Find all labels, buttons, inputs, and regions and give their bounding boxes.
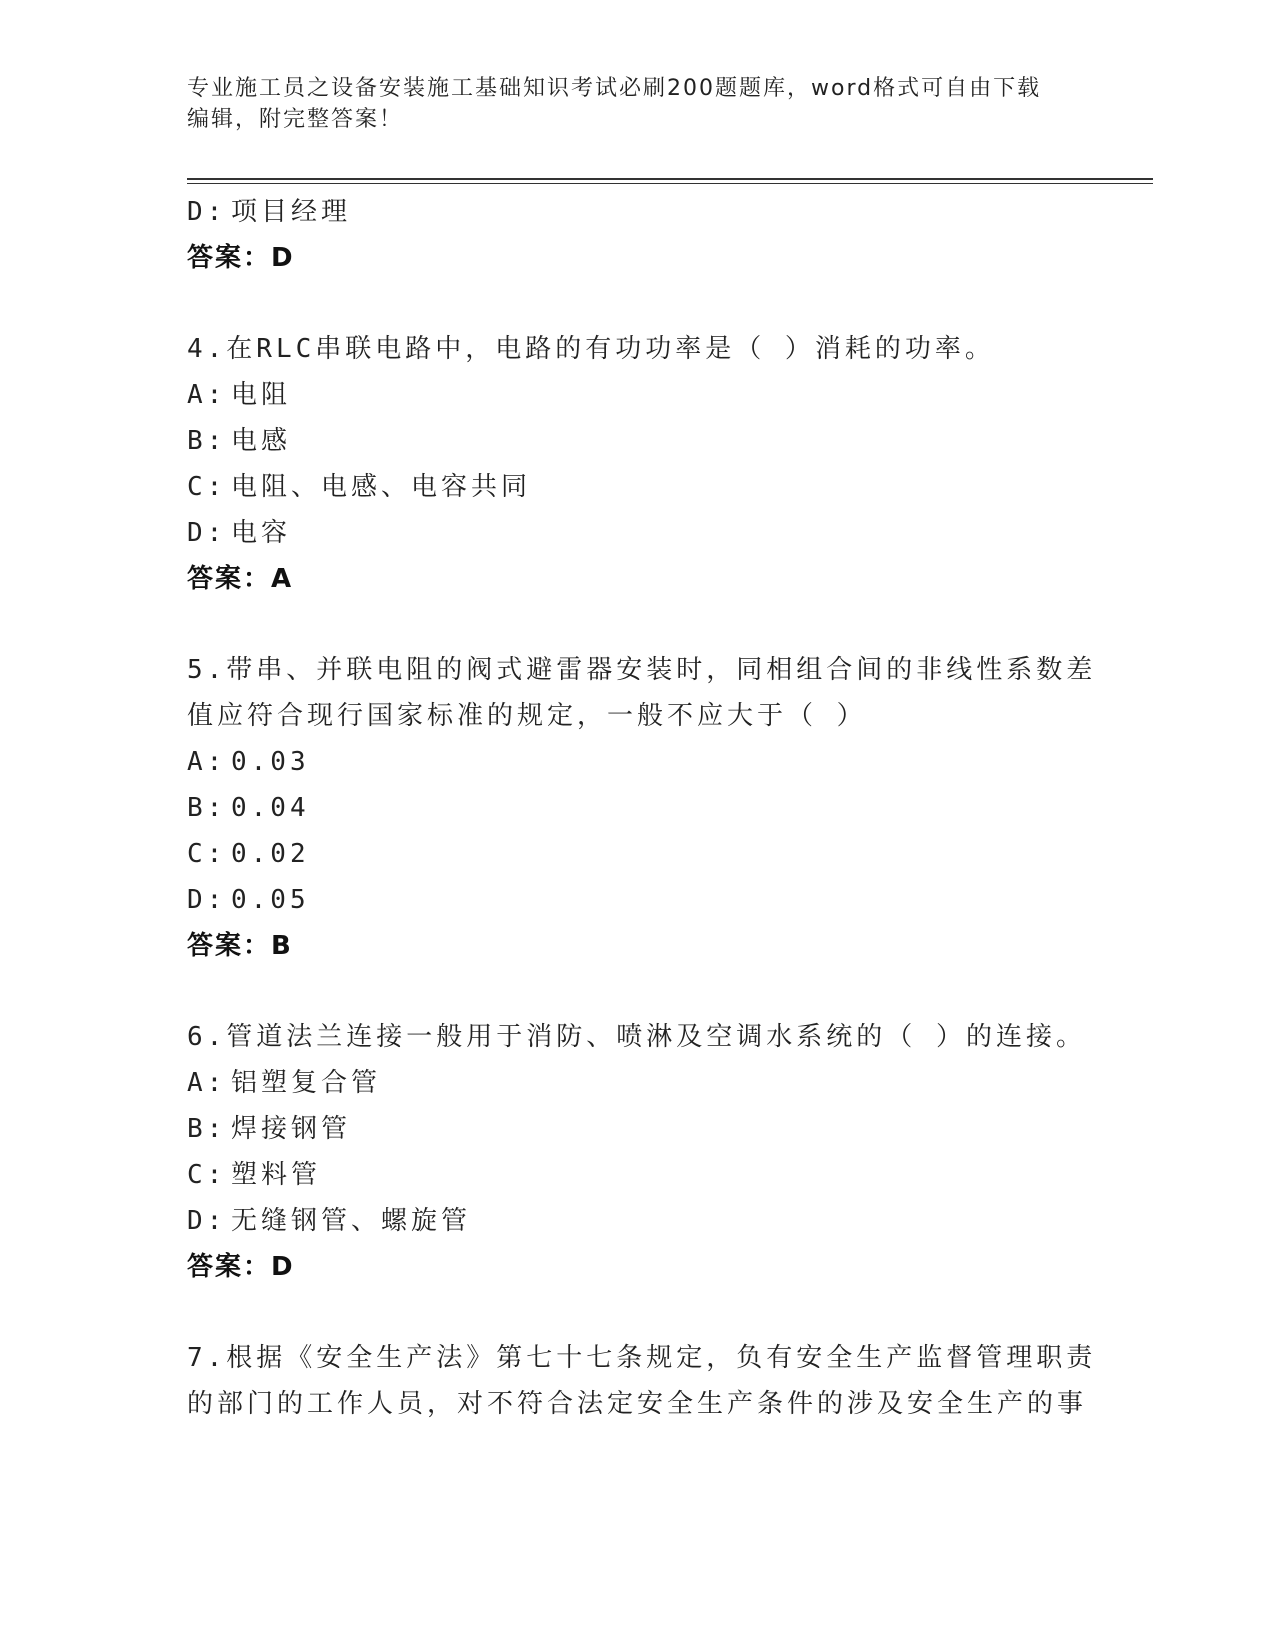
option-b [187,1106,1067,1152]
answer-line [187,556,1067,602]
option-d [187,877,1067,923]
question-block [187,647,1097,969]
option-text: 0.05 [231,885,310,915]
answer-line [187,1244,1067,1290]
answer-value: D [271,1252,295,1282]
option-key: A: [187,747,227,777]
option-key: D: [187,885,227,915]
option-text: 无缝钢管、螺旋管 [231,1206,472,1236]
answer-line [187,235,1067,281]
question-block [187,1335,1097,1427]
option-key: B: [187,1114,227,1144]
question-text: 5.带串、并联电阻的阀式避雷器安装时，同相组合间的非线性系数差 [187,655,1097,685]
option-text: 电阻、电感、电容共同 [231,472,532,502]
option-c [187,1152,1067,1198]
question-text: 6.管道法兰连接一般用于消防、喷淋及空调水系统的（ ）的连接。 [187,1022,1086,1052]
answer-label: 答案： [187,1252,272,1282]
header-line-1: 专业施工员之设备安装施工基础知识考试必刷200题题库，word格式可自由下载 [187,76,1042,101]
option-text: 电阻 [231,380,292,410]
spacer [187,281,1067,326]
answer-value: B [271,931,293,961]
spacer [187,602,1067,647]
question-text: 值应符合现行国家标准的规定，一般不应大于（ ） [187,701,867,731]
option-text: 电容 [231,518,292,548]
spacer [187,969,1067,1014]
document-body [187,189,1097,1427]
option-text: 电感 [231,426,292,456]
option-key: A: [187,380,227,410]
answer-value: D [271,243,295,273]
answer-line [187,923,1067,969]
question-block [187,326,1067,602]
option-key: D: [187,197,227,227]
question-text: 7.根据《安全生产法》第七十七条规定，负有安全生产监督管理职责 [187,1343,1097,1373]
option-key: C: [187,472,227,502]
question-text: 4.在RLC串联电路中，电路的有功功率是（ ）消耗的功率。 [187,334,995,364]
option-text: 焊接钢管 [231,1114,352,1144]
option-d [187,189,1067,235]
option-key: C: [187,1160,227,1190]
option-a [187,739,1067,785]
header-rule-thick [187,178,1153,180]
option-key: B: [187,426,227,456]
option-key: D: [187,518,227,548]
answer-label: 答案： [187,931,272,961]
answer-value: A [271,564,294,594]
option-text: 项目经理 [231,197,352,227]
option-d [187,1198,1067,1244]
answer-label: 答案： [187,243,272,273]
option-key: B: [187,793,227,823]
answer-label: 答案： [187,564,272,594]
option-d [187,510,1067,556]
option-b [187,418,1067,464]
option-key: D: [187,1206,227,1236]
option-text: 塑料管 [231,1160,322,1190]
question-block [187,1014,1086,1290]
option-text: 铝塑复合管 [231,1068,382,1098]
option-key: C: [187,839,227,869]
option-c [187,831,1067,877]
option-text: 0.04 [231,793,310,823]
option-text: 0.02 [231,839,310,869]
option-a [187,372,1067,418]
option-a [187,1060,1067,1106]
question-text: 的部门的工作人员，对不符合法定安全生产条件的涉及安全生产的事 [187,1389,1088,1419]
document-header [187,73,1067,135]
header-line-2: 编辑，附完整答案！ [187,107,404,132]
spacer [187,1290,1067,1335]
option-text: 0.03 [231,747,310,777]
header-rule-thin [187,183,1153,184]
option-key: A: [187,1068,227,1098]
option-b [187,785,1067,831]
option-c [187,464,1067,510]
